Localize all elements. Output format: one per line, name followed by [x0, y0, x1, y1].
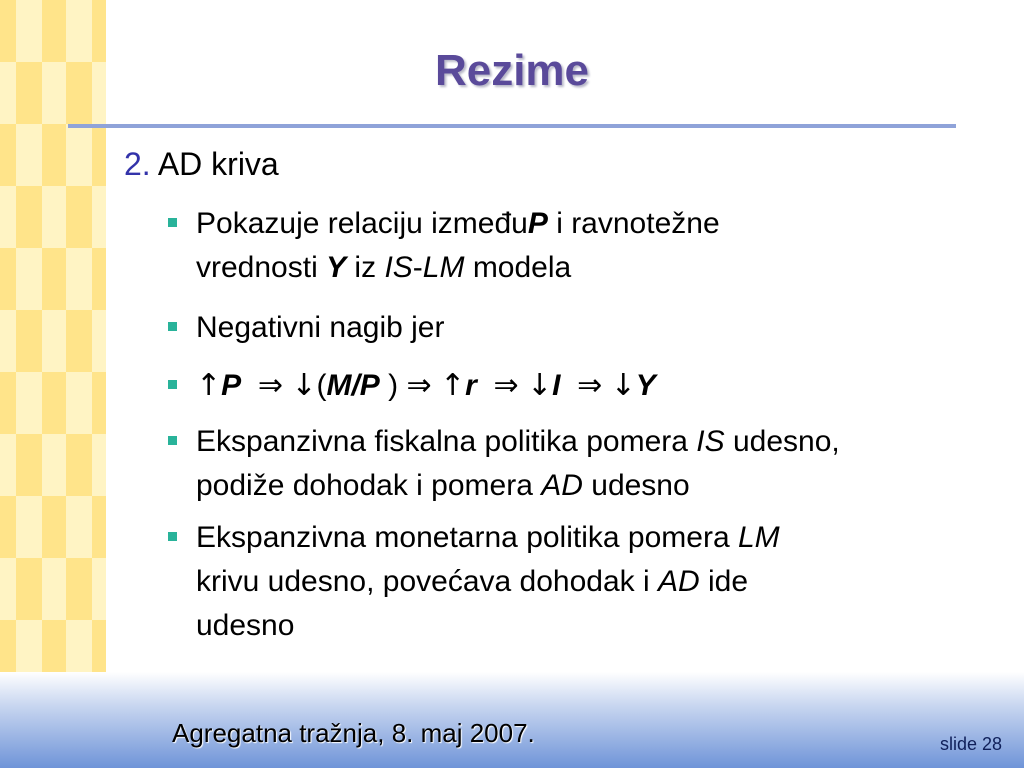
stripe-cell — [0, 124, 16, 186]
bullet-item: Ekspanzivna monetarna politika pomera LM krivu udesno, povećava dohodak i AD ide udesno — [168, 516, 958, 648]
stripe-cell — [66, 124, 92, 186]
stripe-cell — [92, 124, 106, 186]
bullet-item: Negativni nagib jer — [168, 306, 958, 350]
bullet-marker — [168, 322, 177, 331]
stripe-cell — [66, 186, 92, 248]
stripe-cell — [42, 248, 66, 310]
bullet-item-causal-chain: ↑P ⇒ ↓(M/P ) ⇒ ↑r ⇒ ↓I ⇒ ↓Y — [168, 364, 958, 408]
bullet-marker — [168, 436, 177, 445]
stripe-cell — [16, 248, 42, 310]
stripe-cell — [16, 434, 42, 496]
stripe-cell — [0, 496, 16, 558]
stripe-cell — [92, 434, 106, 496]
stripe-cell — [42, 496, 66, 558]
stripe-cell — [66, 248, 92, 310]
stripe-cell — [92, 186, 106, 248]
stripe-cell — [0, 372, 16, 434]
stripe-cell — [0, 186, 16, 248]
section-number: 2. — [124, 146, 151, 182]
bullet-marker — [168, 218, 177, 227]
stripe-cell — [92, 372, 106, 434]
section-heading — [124, 146, 279, 183]
bullet-item: Pokazuje relaciju izmeđuP i ravnotežne vrednosti Y iz IS-LM modela — [168, 202, 958, 290]
decorative-checkered-stripe — [0, 0, 106, 768]
stripe-cell — [92, 248, 106, 310]
bullet-marker — [168, 380, 177, 389]
stripe-cell — [0, 310, 16, 372]
up-arrow-icon: ↑ — [196, 368, 222, 403]
stripe-cell — [0, 558, 16, 620]
stripe-cell — [42, 372, 66, 434]
stripe-cell — [16, 124, 42, 186]
stripe-cell — [92, 310, 106, 372]
stripe-cell — [42, 558, 66, 620]
stripe-cell — [66, 558, 92, 620]
stripe-cell — [42, 186, 66, 248]
footer-caption: Agregatna tražnja, 8. maj 2007. — [172, 718, 535, 748]
down-arrow-icon: ↓ — [526, 368, 553, 403]
implies-icon: ⇒ — [493, 368, 519, 403]
implies-icon: ⇒ — [406, 368, 432, 403]
stripe-cell — [66, 496, 92, 558]
implies-icon: ⇒ — [577, 368, 603, 403]
stripe-cell — [42, 310, 66, 372]
down-arrow-icon: ↓ — [291, 368, 317, 403]
down-arrow-icon: ↓ — [610, 368, 636, 403]
bullet-marker — [168, 532, 177, 541]
stripe-cell — [0, 248, 16, 310]
slide-number: slide 28 — [939, 734, 1002, 754]
stripe-cell — [16, 186, 42, 248]
up-arrow-icon: ↑ — [439, 368, 466, 403]
stripe-cell — [92, 558, 106, 620]
stripe-cell — [16, 372, 42, 434]
stripe-cell — [16, 310, 42, 372]
stripe-cell — [92, 496, 106, 558]
stripe-cell — [42, 124, 66, 186]
slide-title: Rezime — [434, 46, 590, 95]
stripe-cell — [0, 434, 16, 496]
stripe-cell — [66, 372, 92, 434]
stripe-cell — [16, 496, 42, 558]
implies-icon: ⇒ — [257, 368, 283, 403]
stripe-cell — [66, 434, 92, 496]
stripe-cell — [66, 310, 92, 372]
bullet-item: Ekspanzivna fiskalna politika pomera IS udesno, podiže dohodak i pomera AD udesno — [168, 420, 958, 508]
stripe-cell — [42, 434, 66, 496]
stripe-cell — [16, 558, 42, 620]
title-divider — [68, 124, 956, 128]
section-label: AD kriva — [157, 146, 279, 182]
